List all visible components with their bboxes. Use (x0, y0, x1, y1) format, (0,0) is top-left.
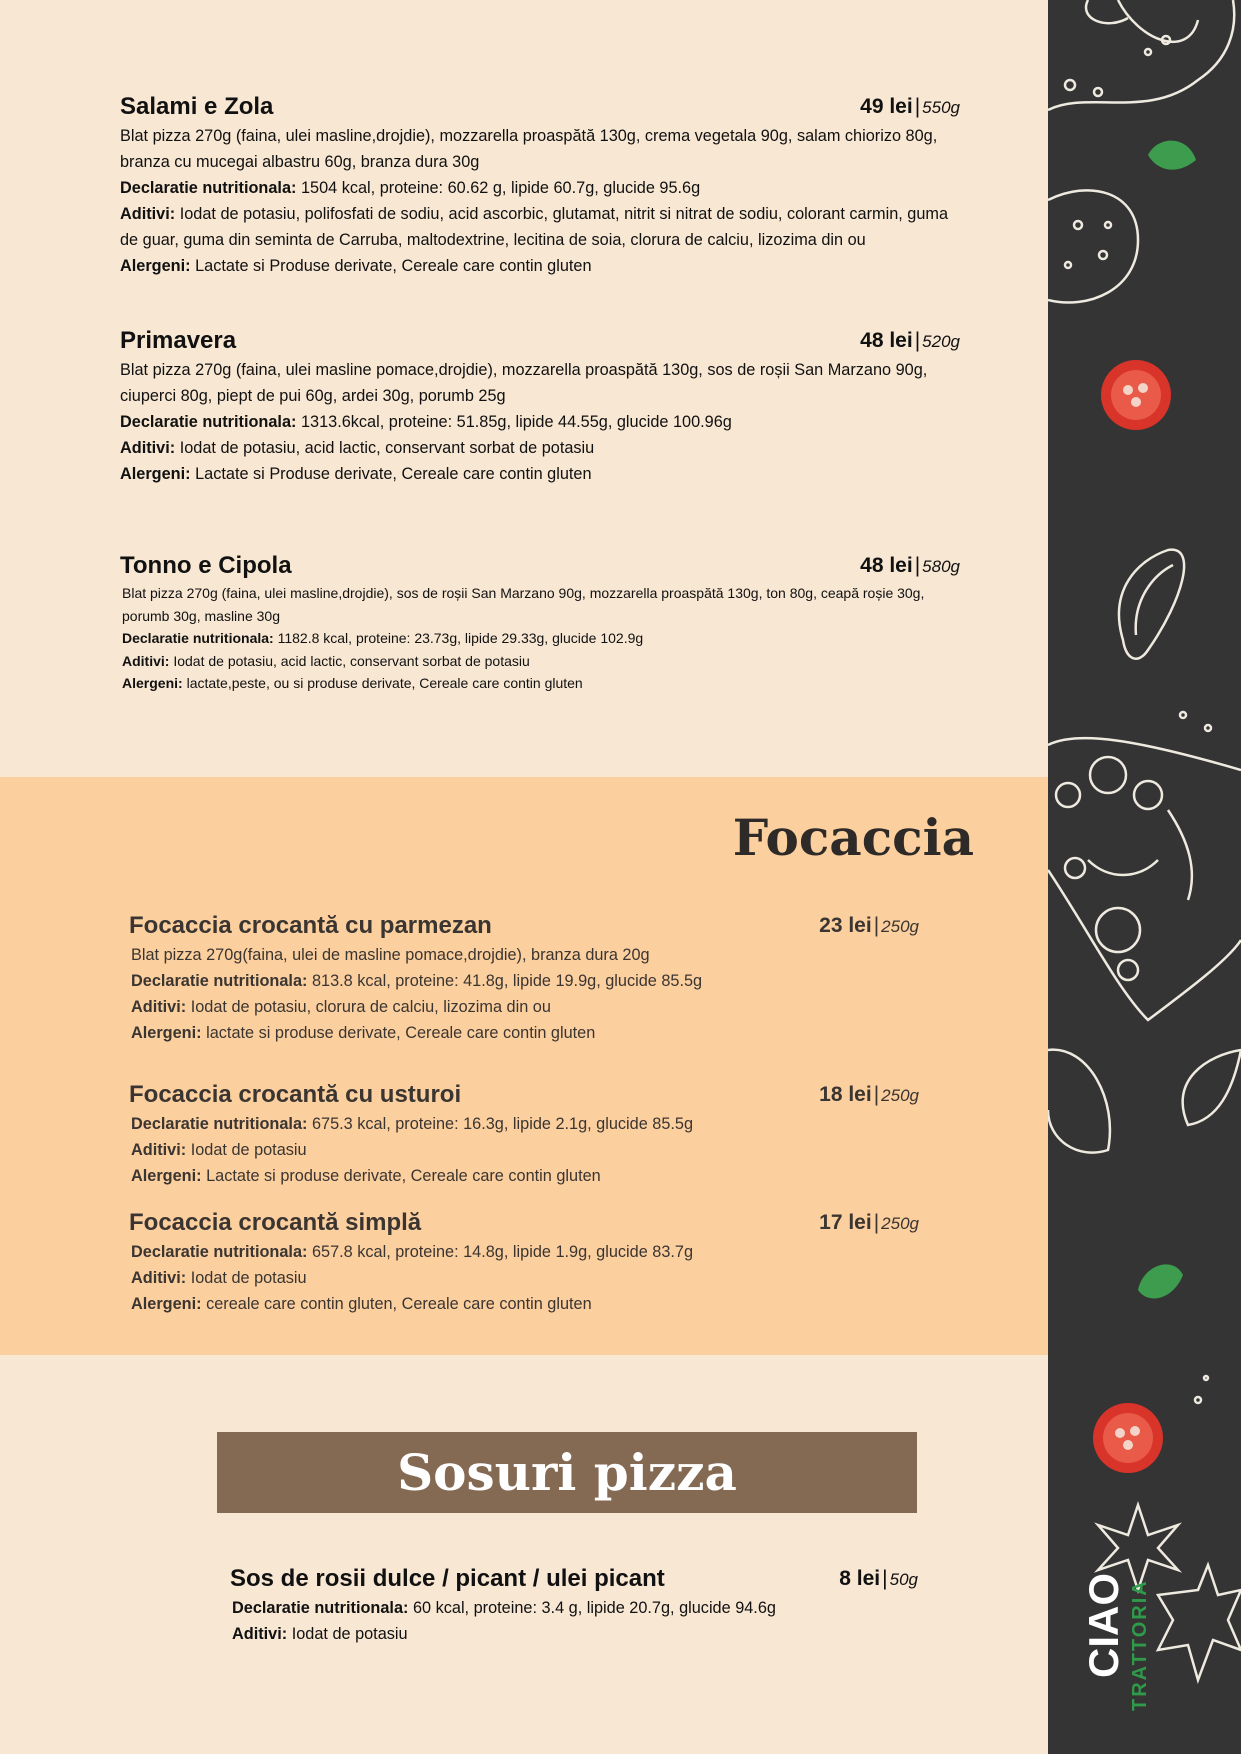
menu-item-primavera (120, 327, 960, 487)
item-name: Sos de rosii dulce / picant / ulei picant (230, 1565, 665, 1592)
item-ingredients: Blat pizza 270g (faina, ulei masline pomace,drojdie), mozzarella proaspătă 130g, sos de roșii San Marzano 90g, ciuperci 80g, piept de pui 60g, ardei 30g, porumb 25g (120, 361, 928, 405)
item-price: 48 lei| 580g (860, 554, 960, 577)
logo-trattoria: TRATTORIA (1129, 1579, 1151, 1711)
menu-item-sos-rosii (230, 1565, 918, 1647)
item-price: 49 lei| 550g (860, 95, 960, 118)
item-allergens: Alergeni: lactate,peste, ou si produse derivate, Cereale care contin gluten (122, 675, 583, 691)
focaccia-title: Focaccia (732, 808, 974, 867)
item-nutrition: Declaratie nutritionala: 657.8 kcal, proteine: 14.8g, lipide 1.9g, glucide 83.7g (131, 1243, 694, 1261)
item-additives: Aditivi: Iodat de potasiu (232, 1625, 408, 1643)
sidebar-illustrations (1048, 0, 1241, 1754)
item-price: 18 lei| 250g (819, 1083, 919, 1106)
item-ingredients: Blat pizza 270g(faina, ulei de masline pomace,drojdie), branza dura 20g (131, 946, 650, 964)
item-allergens: Alergeni: Lactate si produse derivate, Cereale care contin gluten (131, 1167, 601, 1185)
item-allergens: Alergeni: cereale care contin gluten, Cereale care contin gluten (131, 1295, 592, 1313)
pizza-slice-icon (1048, 738, 1241, 1020)
sauces-title: Sosuri pizza (397, 1443, 737, 1502)
item-name: Focaccia crocantă cu usturoi (129, 1081, 462, 1108)
menu-item-salami-e-zola (120, 93, 960, 279)
item-nutrition: Declaratie nutritionala: 813.8 kcal, proteine: 41.8g, lipide 19.9g, glucide 85.5g (131, 972, 703, 990)
item-nutrition: Declaratie nutritionala: 1504 kcal, proteine: 60.62 g, lipide 60.7g, glucide 95.6g (120, 179, 701, 197)
item-price: 23 lei| 250g (819, 914, 919, 937)
item-allergens: Alergeni: lactate si produse derivate, Cereale care contin gluten (131, 1024, 596, 1042)
item-ingredients: Blat pizza 270g (faina, ulei masline,drojdie), sos de roșii San Marzano 90g, mozzarella proaspătă 130g, ton 80g, ceapă roșie 30g, porumb 30g, masline 30g (122, 585, 925, 624)
item-additives: Aditivi: Iodat de potasiu, clorura de calciu, lizozima din ou (131, 998, 551, 1016)
item-nutrition: Declaratie nutritionala: 1182.8 kcal, proteine: 23.73g, lipide 29.33g, glucide 102.9g (122, 630, 644, 646)
item-name: Primavera (120, 327, 237, 354)
menu-item-focaccia-usturoi (129, 1081, 919, 1189)
item-additives: Aditivi: Iodat de potasiu, acid lactic, conservant sorbat de potasiu (122, 652, 530, 669)
item-additives: Aditivi: Iodat de potasiu (131, 1141, 307, 1159)
item-additives: Aditivi: Iodat de potasiu (131, 1269, 307, 1287)
menu-item-focaccia-simpla (129, 1209, 919, 1317)
menu-item-tonno-e-cipola (120, 552, 960, 695)
tomato-slice-icon (1093, 360, 1171, 1473)
item-additives: Aditivi: Iodat de potasiu, acid lactic, conservant sorbat de potasiu (120, 439, 595, 457)
item-price: 17 lei| 250g (819, 1211, 919, 1234)
salami-slice-icon (1048, 0, 1234, 110)
item-ingredients: Blat pizza 270g (faina, ulei masline,drojdie), mozzarella proaspătă 130g, crema vegetala 90g, salam chiorizo 80g, branza cu mucegai albastru 60g, branza dura 30g (120, 127, 938, 171)
sauces-banner (217, 1432, 917, 1513)
item-name: Salami e Zola (120, 93, 274, 120)
item-price: 8 lei| 50g (839, 1567, 918, 1590)
mushroom-icon (1048, 190, 1138, 302)
item-name: Focaccia crocantă simplă (129, 1209, 422, 1236)
item-price: 48 lei| 520g (860, 329, 960, 352)
item-nutrition: Declaratie nutritionala: 1313.6kcal, proteine: 51.85g, lipide 44.55g, glucide 100.96g (120, 413, 732, 431)
item-nutrition: Declaratie nutritionala: 60 kcal, proteine: 3.4 g, lipide 20.7g, glucide 94.6g (232, 1599, 776, 1617)
item-additives: Aditivi: Iodat de potasiu, polifosfati de sodiu, acid ascorbic, glutamat, nitrit si nitrat de sodiu, colorant carmin, guma de guar, guma din seminta de Carruba, maltodextrine, lecitina de soia, clorura de calciu, lizozima din ou (120, 205, 949, 249)
menu-item-focaccia-parmezan (129, 912, 919, 1046)
basil-leaf-icon (1048, 1050, 1241, 1153)
pepper-slice-icon (1119, 550, 1184, 659)
item-name: Tonno e Cipola (120, 552, 292, 579)
item-name: Focaccia crocantă cu parmezan (129, 912, 492, 939)
item-allergens: Alergeni: Lactate si Produse derivate, Cereale care contin gluten (120, 257, 592, 275)
logo-ciao: CIAO (1080, 1573, 1127, 1678)
decorative-sidebar (1048, 0, 1241, 1754)
item-nutrition: Declaratie nutritionala: 675.3 kcal, proteine: 16.3g, lipide 2.1g, glucide 85.5g (131, 1115, 694, 1133)
item-allergens: Alergeni: Lactate si Produse derivate, Cereale care contin gluten (120, 465, 592, 483)
ciao-trattoria-logo (1070, 1528, 1160, 1728)
